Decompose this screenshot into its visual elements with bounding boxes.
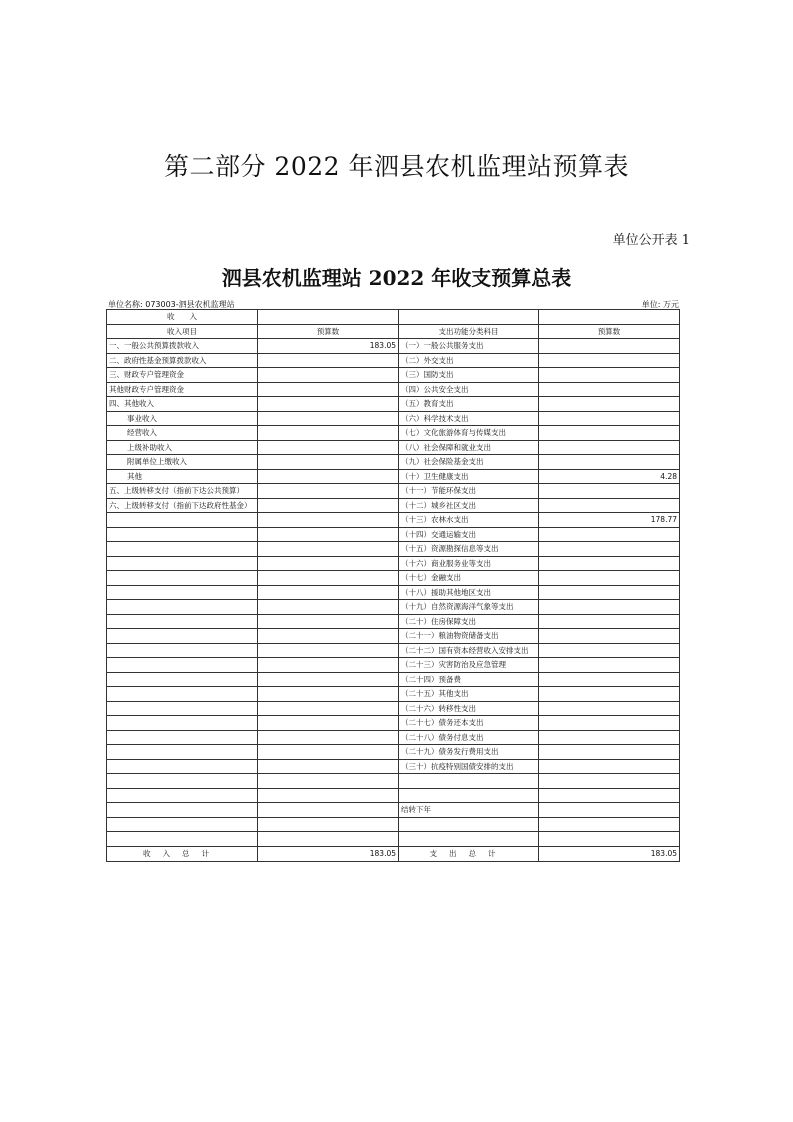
income-item-cell: 经营收入 bbox=[107, 426, 258, 441]
part-title: 第二部分 2022 年泗县农机监理站预算表 bbox=[163, 152, 630, 181]
expense-item-cell: （二十一）粮油物资储备支出 bbox=[399, 629, 539, 644]
table-row bbox=[107, 643, 680, 658]
table-row bbox=[107, 353, 680, 368]
income-item-cell bbox=[107, 556, 258, 571]
income-item-cell bbox=[107, 614, 258, 629]
expense-amount-cell bbox=[539, 527, 680, 542]
expense-item-cell: （二十四）预备费 bbox=[399, 672, 539, 687]
expense-amount-cell bbox=[539, 672, 680, 687]
expense-amount-cell bbox=[539, 353, 680, 368]
expense-item-cell: （三十）抗疫特别国债安排的支出 bbox=[399, 759, 539, 774]
table-row bbox=[107, 542, 680, 557]
income-item-cell bbox=[107, 745, 258, 760]
expense-amount-cell bbox=[539, 759, 680, 774]
table-row bbox=[107, 716, 680, 731]
income-amount-cell bbox=[258, 643, 399, 658]
expense-item-cell: （八）社会保障和就业支出 bbox=[399, 440, 539, 455]
expense-amount-cell bbox=[539, 643, 680, 658]
income-item-cell bbox=[107, 629, 258, 644]
expense-item-cell: （十六）商业服务业等支出 bbox=[399, 556, 539, 571]
expense-total-amount: 183.05 bbox=[539, 846, 680, 861]
table-row bbox=[107, 687, 680, 702]
income-amount-cell bbox=[258, 469, 399, 484]
expense-amount-cell bbox=[539, 498, 680, 513]
income-item-cell: 附属单位上缴收入 bbox=[107, 455, 258, 470]
table-number: 单位公开表 1 bbox=[612, 233, 690, 248]
income-amount-cell bbox=[258, 368, 399, 383]
expense-item-cell: （十五）资源勘探信息等支出 bbox=[399, 542, 539, 557]
expense-amount-cell bbox=[539, 745, 680, 760]
unit-currency: 单位: 万元 bbox=[641, 300, 679, 309]
income-amount-cell bbox=[258, 774, 399, 789]
expense-amount-cell bbox=[539, 382, 680, 397]
totals-row bbox=[107, 846, 680, 861]
income-amount-cell bbox=[258, 440, 399, 455]
income-amount-cell bbox=[258, 498, 399, 513]
income-item-cell bbox=[107, 687, 258, 702]
expense-item-cell: （二十）住房保障支出 bbox=[399, 614, 539, 629]
income-item-cell bbox=[107, 701, 258, 716]
header-empty-cell bbox=[399, 310, 539, 325]
income-amount-cell bbox=[258, 672, 399, 687]
income-item-cell bbox=[107, 672, 258, 687]
expense-item-cell bbox=[399, 788, 539, 803]
income-amount-cell bbox=[258, 614, 399, 629]
income-amount-cell bbox=[258, 585, 399, 600]
table-row bbox=[107, 469, 680, 484]
income-item-cell bbox=[107, 643, 258, 658]
income-item-cell bbox=[107, 716, 258, 731]
income-amount-cell bbox=[258, 745, 399, 760]
expense-amount-cell bbox=[539, 585, 680, 600]
table-row bbox=[107, 788, 680, 803]
expense-item-cell: （二十二）国有资本经营收入安排支出 bbox=[399, 643, 539, 658]
expense-amount-cell bbox=[539, 600, 680, 615]
income-item-cell: 四、其他收入 bbox=[107, 397, 258, 412]
expense-item-cell bbox=[399, 832, 539, 847]
income-amount-cell bbox=[258, 730, 399, 745]
income-amount-cell bbox=[258, 455, 399, 470]
income-item-cell: 上级补助收入 bbox=[107, 440, 258, 455]
table-row bbox=[107, 513, 680, 528]
table-row bbox=[107, 658, 680, 673]
expense-item-cell: （三）国防支出 bbox=[399, 368, 539, 383]
table-row bbox=[107, 672, 680, 687]
expense-amount-cell bbox=[539, 484, 680, 499]
expense-amount-cell bbox=[539, 701, 680, 716]
income-amount-cell bbox=[258, 556, 399, 571]
table-row bbox=[107, 629, 680, 644]
income-amount-cell bbox=[258, 716, 399, 731]
table-row bbox=[107, 832, 680, 847]
expense-amount-cell bbox=[539, 368, 680, 383]
expense-item-cell bbox=[399, 817, 539, 832]
expense-amount-cell bbox=[539, 730, 680, 745]
income-item-cell bbox=[107, 788, 258, 803]
expense-amount-cell bbox=[539, 803, 680, 818]
income-item-cell bbox=[107, 832, 258, 847]
income-item-cell bbox=[107, 817, 258, 832]
expense-item-cell: （二十九）债务发行费用支出 bbox=[399, 745, 539, 760]
header-row bbox=[107, 324, 680, 339]
expense-item-cell: （二十八）债务付息支出 bbox=[399, 730, 539, 745]
expense-item-cell: （十二）城乡社区支出 bbox=[399, 498, 539, 513]
expense-amount-cell bbox=[539, 716, 680, 731]
expense-item-cell: （十九）自然资源海洋气象等支出 bbox=[399, 600, 539, 615]
main-title: 泗县农机监理站 2022 年收支预算总表 bbox=[221, 266, 572, 290]
expense-item-cell: （一）一般公共服务支出 bbox=[399, 339, 539, 354]
income-item-cell bbox=[107, 658, 258, 673]
table-row bbox=[107, 455, 680, 470]
table-row bbox=[107, 440, 680, 455]
income-item-cell bbox=[107, 600, 258, 615]
income-item-cell: 一、一般公共预算拨款收入 bbox=[107, 339, 258, 354]
expense-item-cell: （十八）援助其他地区支出 bbox=[399, 585, 539, 600]
expense-amount-cell bbox=[539, 556, 680, 571]
expense-item-cell: （二十三）灾害防治及应急管理 bbox=[399, 658, 539, 673]
expense-item-cell: （二十七）债务还本支出 bbox=[399, 716, 539, 731]
table-row bbox=[107, 484, 680, 499]
income-item-cell: 三、财政专户管理资金 bbox=[107, 368, 258, 383]
income-item-cell: 事业收入 bbox=[107, 411, 258, 426]
expense-item-cell: （十一）节能环保支出 bbox=[399, 484, 539, 499]
expense-item-cell: （七）文化旅游体育与传媒支出 bbox=[399, 426, 539, 441]
header-empty-cell bbox=[539, 310, 680, 325]
unit-name: 单位名称: 073003-泗县农机监理站 bbox=[108, 300, 235, 309]
expense-amount-cell bbox=[539, 571, 680, 586]
table-row bbox=[107, 745, 680, 760]
income-item-cell bbox=[107, 774, 258, 789]
expense-item-cell: （六）科学技术支出 bbox=[399, 411, 539, 426]
income-amount-cell bbox=[258, 353, 399, 368]
expense-amount-cell: 4.28 bbox=[539, 469, 680, 484]
income-item-cell bbox=[107, 730, 258, 745]
expense-item-cell: （十七）金融支出 bbox=[399, 571, 539, 586]
table-row bbox=[107, 382, 680, 397]
expense-amount-cell bbox=[539, 455, 680, 470]
expense-amount-cell bbox=[539, 542, 680, 557]
income-amount-cell bbox=[258, 759, 399, 774]
table-row bbox=[107, 803, 680, 818]
expense-amount-cell: 178.77 bbox=[539, 513, 680, 528]
income-item-cell: 其他 bbox=[107, 469, 258, 484]
table-row bbox=[107, 426, 680, 441]
expense-amount-cell bbox=[539, 440, 680, 455]
table-row bbox=[107, 759, 680, 774]
table-row bbox=[107, 339, 680, 354]
expense-amount-cell bbox=[539, 658, 680, 673]
income-item-cell bbox=[107, 542, 258, 557]
income-item-cell: 其他财政专户管理资金 bbox=[107, 382, 258, 397]
income-amount-cell bbox=[258, 658, 399, 673]
income-item-cell bbox=[107, 513, 258, 528]
income-amount-cell bbox=[258, 832, 399, 847]
expense-amount-cell bbox=[539, 614, 680, 629]
expense-item-cell: 结转下年 bbox=[399, 803, 539, 818]
expense-item-header: 支出功能分类科目 bbox=[399, 324, 539, 339]
income-item-cell: 五、上级转移支付（指前下达公共预算） bbox=[107, 484, 258, 499]
income-amount-cell bbox=[258, 600, 399, 615]
expense-item-cell: （十三）农林水支出 bbox=[399, 513, 539, 528]
income-amount-cell bbox=[258, 484, 399, 499]
expense-item-cell: （九）社会保险基金支出 bbox=[399, 455, 539, 470]
income-item-cell bbox=[107, 803, 258, 818]
expense-amount-cell bbox=[539, 339, 680, 354]
income-amount-cell bbox=[258, 513, 399, 528]
income-total-label: 收入总计 bbox=[107, 846, 258, 861]
table-row bbox=[107, 571, 680, 586]
income-item-cell bbox=[107, 527, 258, 542]
income-amount-cell bbox=[258, 411, 399, 426]
expense-item-cell bbox=[399, 774, 539, 789]
income-amount-cell: 183.05 bbox=[258, 339, 399, 354]
expense-amount-cell bbox=[539, 774, 680, 789]
income-amount-cell bbox=[258, 571, 399, 586]
table-row bbox=[107, 585, 680, 600]
expense-item-cell: （二十五）其他支出 bbox=[399, 687, 539, 702]
income-amount-cell bbox=[258, 542, 399, 557]
table-row bbox=[107, 527, 680, 542]
income-amount-cell bbox=[258, 629, 399, 644]
table-row bbox=[107, 730, 680, 745]
expense-item-cell: （四）公共安全支出 bbox=[399, 382, 539, 397]
expense-budget-header: 预算数 bbox=[539, 324, 680, 339]
budget-table bbox=[106, 309, 680, 862]
income-item-cell bbox=[107, 571, 258, 586]
income-item-cell bbox=[107, 585, 258, 600]
expense-amount-cell bbox=[539, 397, 680, 412]
expense-item-cell: （二）外交支出 bbox=[399, 353, 539, 368]
expense-total-label: 支出总计 bbox=[399, 846, 539, 861]
expense-amount-cell bbox=[539, 817, 680, 832]
expense-item-cell: （二十六）转移性支出 bbox=[399, 701, 539, 716]
table-row bbox=[107, 498, 680, 513]
table-row bbox=[107, 368, 680, 383]
expense-amount-cell bbox=[539, 687, 680, 702]
table-row bbox=[107, 411, 680, 426]
income-item-cell bbox=[107, 759, 258, 774]
income-amount-cell bbox=[258, 803, 399, 818]
income-total-amount: 183.05 bbox=[258, 846, 399, 861]
table-row bbox=[107, 774, 680, 789]
table-row bbox=[107, 397, 680, 412]
income-item-cell: 二、政府性基金预算拨款收入 bbox=[107, 353, 258, 368]
expense-amount-cell bbox=[539, 788, 680, 803]
header-empty-cell bbox=[258, 310, 399, 325]
income-amount-cell bbox=[258, 397, 399, 412]
expense-item-cell: （五）教育支出 bbox=[399, 397, 539, 412]
income-amount-cell bbox=[258, 701, 399, 716]
income-item-header: 收入项目 bbox=[107, 324, 258, 339]
expense-amount-cell bbox=[539, 629, 680, 644]
expense-amount-cell bbox=[539, 426, 680, 441]
expense-amount-cell bbox=[539, 832, 680, 847]
table-row bbox=[107, 556, 680, 571]
income-amount-cell bbox=[258, 382, 399, 397]
income-amount-cell bbox=[258, 687, 399, 702]
income-amount-cell bbox=[258, 817, 399, 832]
expense-item-cell: （十）卫生健康支出 bbox=[399, 469, 539, 484]
income-amount-cell bbox=[258, 527, 399, 542]
income-group-header: 收 入 bbox=[107, 310, 258, 325]
income-item-cell: 六、上级转移支付（指前下达政府性基金） bbox=[107, 498, 258, 513]
income-amount-cell bbox=[258, 788, 399, 803]
table-row bbox=[107, 817, 680, 832]
table-row bbox=[107, 600, 680, 615]
table-row bbox=[107, 701, 680, 716]
header-row-group bbox=[107, 310, 680, 325]
income-amount-cell bbox=[258, 426, 399, 441]
expense-item-cell: （十四）交通运输支出 bbox=[399, 527, 539, 542]
income-budget-header: 预算数 bbox=[258, 324, 399, 339]
expense-amount-cell bbox=[539, 411, 680, 426]
table-row bbox=[107, 614, 680, 629]
